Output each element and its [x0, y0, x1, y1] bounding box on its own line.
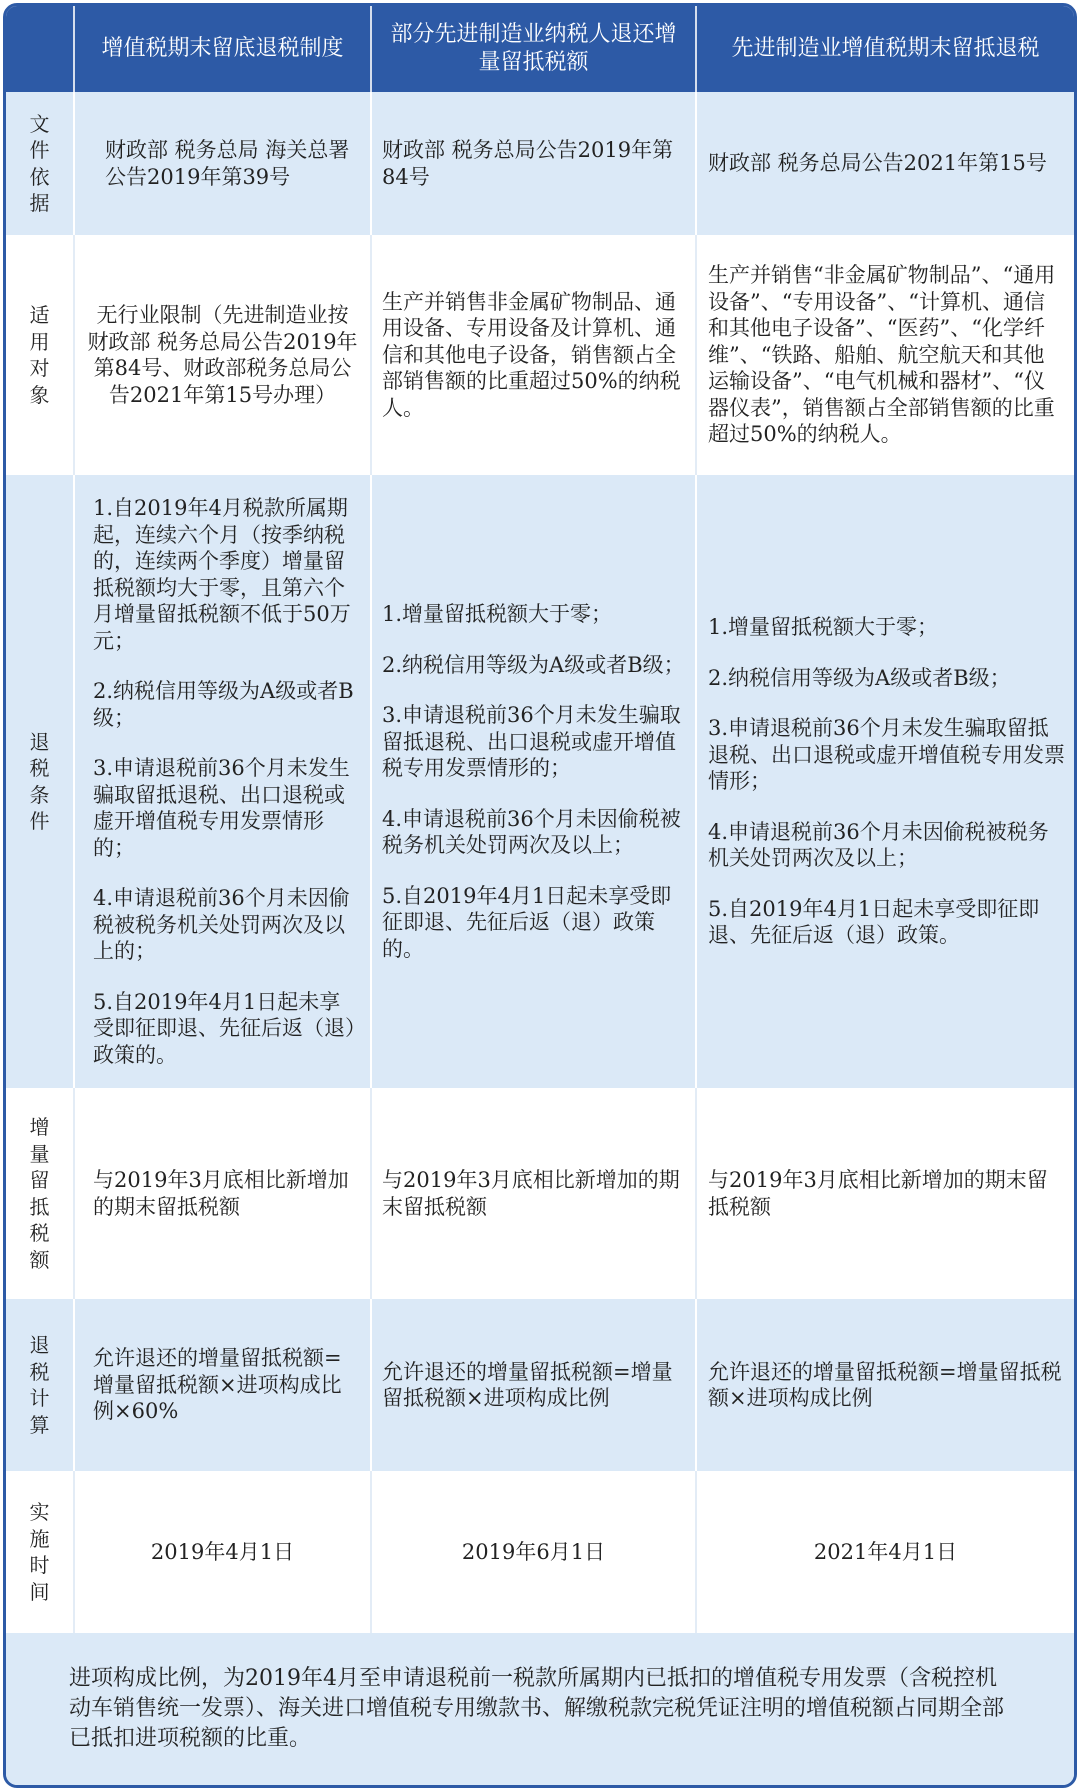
basis-cell-general	[75, 92, 372, 235]
cell-text: 生产并销售“非金属矿物制品”、“通用设备”、“专用设备”、“计算机、通信和其他电子设备”、“医药”、“化学纤维”、“铁路、船舶、航空航天和其他运输设备”、“电气机械和器材”、“仪器仪表”，销售额占全部销售额的比重超过50%的纳税人。	[708, 263, 1056, 447]
cell-text: 财政部 税务总局公告2019年第84号	[382, 138, 674, 189]
scope-cell-adv2019	[372, 235, 697, 475]
header-advanced-mfg-2021	[697, 6, 1074, 92]
condition-item: 5.自2019年4月1日起未享受即征即退、先征后返（退）政策的。	[93, 989, 356, 1067]
row-label-applicable-scope	[6, 235, 75, 475]
row-label-text: 退税条件	[29, 729, 50, 833]
condition-list	[382, 601, 689, 962]
row-label-text: 实施时间	[29, 1500, 50, 1604]
condition-item: 3.申请退税前36个月未发生骗取留抵退税、出口退税或虚开增值税专用发票情形的；	[382, 703, 681, 780]
cell-text: 允许退还的增量留抵税额=增量留抵税额×进项构成比例×60%	[93, 1346, 342, 1424]
condition-item: 4.申请退税前36个月未因偷税被税务机关处罚两次及以上；	[708, 819, 1049, 871]
condition-item: 2.纳税信用等级为A级或者B级；	[708, 665, 1011, 690]
cell-text: 与2019年3月底相比新增加的期末留抵税额	[93, 1168, 349, 1219]
header-title: 部分先进制造业纳税人退还增量留抵税额	[390, 22, 677, 75]
row-label-document-basis	[6, 92, 75, 235]
conditions-cell-general	[75, 475, 372, 1088]
condition-item: 4.申请退税前36个月未因偷税被税务机关处罚两次及以上的；	[93, 886, 350, 963]
basis-cell-adv2019	[372, 92, 697, 235]
row-label-text: 文件依据	[29, 111, 50, 215]
cell-text: 财政部 税务总局公告2021年第15号	[708, 151, 1047, 176]
row-label-refund-calculation	[6, 1299, 75, 1471]
condition-item: 5.自2019年4月1日起未享受即征即退、先征后返（退）政策的。	[382, 883, 672, 961]
header-general-refund-system	[75, 6, 372, 92]
incremental-cell-adv2021	[697, 1088, 1074, 1299]
cell-text: 2019年4月1日	[150, 1539, 295, 1564]
condition-list	[708, 614, 1065, 949]
basis-cell-adv2021	[697, 92, 1074, 235]
cell-text: 2021年4月1日	[813, 1539, 958, 1564]
condition-item: 2.纳税信用等级为A级或者B级；	[93, 679, 354, 730]
effective-date-cell-adv2021	[697, 1471, 1074, 1633]
calculation-cell-adv2019	[372, 1299, 697, 1471]
effective-date-cell-adv2019	[372, 1471, 697, 1633]
condition-item: 4.申请退税前36个月未因偷税被税务机关处罚两次及以上；	[382, 806, 681, 857]
header-advanced-mfg-2019	[372, 6, 697, 92]
row-label-text: 增量留抵税额	[29, 1115, 50, 1272]
cell-text: 无行业限制（先进制造业按财政部 税务总局公告2019年第84号、财政部税务总局公告2021年第15号办理）	[87, 303, 358, 407]
condition-item: 5.自2019年4月1日起未享受即征即退、先征后返（退）政策。	[708, 896, 1040, 948]
footer-note-text: 进项构成比例，为2019年4月至申请退税前一税款所属期内已抵扣的增值税专用发票（含税控机动车销售统一发票）、海关进口增值税专用缴款书、解缴税款完税凭证注明的增值税额占同期全部已抵扣进项税额的比重。	[69, 1666, 1005, 1751]
cell-text: 允许退还的增量留抵税额=增量留抵税额×进项构成比例	[708, 1359, 1062, 1410]
condition-list	[93, 495, 356, 1068]
scope-cell-general	[75, 235, 372, 475]
row-label-incremental-credit	[6, 1088, 75, 1299]
cell-text: 与2019年3月底相比新增加的期末留抵税额	[382, 1168, 680, 1219]
condition-item: 1.自2019年4月税款所属期起，连续六个月（按季纳税的，连续两个季度）增量留抵税额均大于零，且第六个月增量留抵税额不低于50万元；	[93, 496, 351, 653]
policy-comparison-table	[3, 3, 1077, 1788]
footer-note	[6, 1633, 1074, 1785]
conditions-cell-adv2019	[372, 475, 697, 1088]
condition-item: 2.纳税信用等级为A级或者B级；	[382, 652, 685, 677]
incremental-cell-adv2019	[372, 1088, 697, 1299]
cell-text: 允许退还的增量留抵税额=增量留抵税额×进项构成比例	[382, 1359, 673, 1410]
incremental-cell-general	[75, 1088, 372, 1299]
row-label-text: 适用对象	[29, 303, 50, 407]
row-label-refund-conditions	[6, 475, 75, 1088]
calculation-cell-adv2021	[697, 1299, 1074, 1471]
header-title: 先进制造业增值税期末留抵退税	[731, 36, 1040, 61]
cell-text: 与2019年3月底相比新增加的期末留抵税额	[708, 1168, 1048, 1219]
condition-item: 1.增量留抵税额大于零；	[708, 615, 939, 640]
condition-item: 3.申请退税前36个月未发生骗取留抵退税、出口退税或虚开增值税专用发票情形的；	[93, 756, 350, 860]
cell-text: 财政部 税务总局 海关总署公告2019年第39号	[105, 138, 350, 189]
calculation-cell-general	[75, 1299, 372, 1471]
effective-date-cell-general	[75, 1471, 372, 1633]
row-label-effective-date	[6, 1471, 75, 1633]
condition-item: 3.申请退税前36个月未发生骗取留抵退税、出口退税或虚开增值税专用发票情形；	[708, 716, 1065, 794]
row-label-text: 退税计算	[29, 1333, 50, 1437]
header-corner	[6, 6, 75, 92]
table-grid	[6, 6, 1074, 1785]
header-title: 增值税期末留底退税制度	[101, 36, 344, 61]
condition-item: 1.增量留抵税额大于零；	[382, 602, 613, 626]
scope-cell-adv2021	[697, 235, 1074, 475]
cell-text: 2019年6月1日	[461, 1539, 606, 1564]
conditions-cell-adv2021	[697, 475, 1074, 1088]
cell-text: 生产并销售非金属矿物制品、通用设备、专用设备及计算机、通信和其他电子设备，销售额占全部销售额的比重超过50%的纳税人。	[382, 289, 681, 420]
